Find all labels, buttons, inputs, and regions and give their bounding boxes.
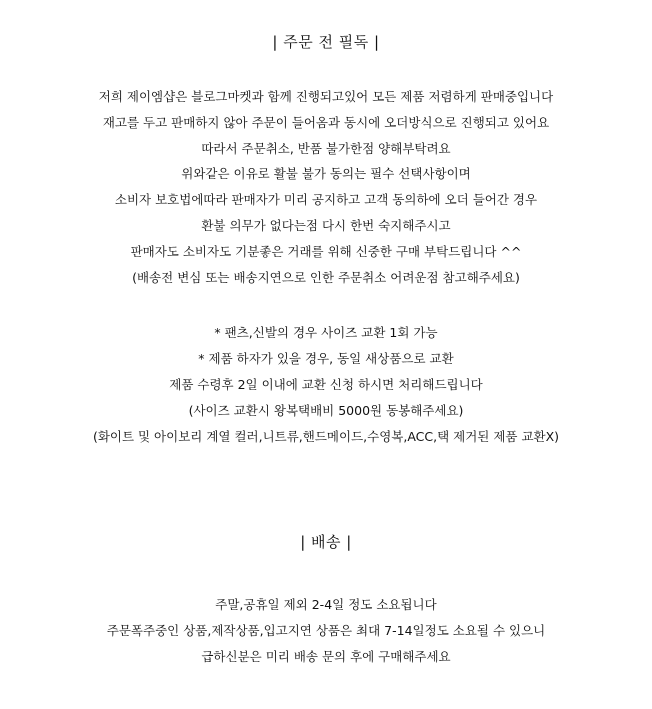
exchange-line: * 팬츠,신발의 경우 사이즈 교환 1회 가능 xyxy=(214,325,438,340)
exchange-line: * 제품 하자가 있을 경우, 동일 새상품으로 교환 xyxy=(198,351,454,366)
notice-line: 소비자 보호법에따라 판매자가 미리 공지하고 고객 동의하에 오더 들어간 경우 xyxy=(114,192,538,207)
shipping-line: 급하신분은 미리 배송 문의 후에 구매해주세요 xyxy=(201,649,451,664)
notice-line: 판매자도 소비자도 기분좋은 거래를 위해 신중한 구매 부탁드립니다 ^^ xyxy=(130,244,522,259)
notice-line: 재고를 두고 판매하지 않아 주문이 들어옴과 동시에 오더방식으로 진행되고 있어요 xyxy=(102,115,550,130)
notice-line: 환불 의무가 없다는점 다시 한번 숙지해주시고 xyxy=(201,218,451,233)
shipping-line: 주말,공휴일 제외 2-4일 정도 소요됩니다 xyxy=(215,597,437,612)
shipping-line: 주문폭주중인 상품,제작상품,입고지연 상품은 최대 7-14일정도 소요될 수 있으니 xyxy=(106,623,546,638)
notice-line: (배송전 변심 또는 배송지연으로 인한 주문취소 어려운점 참고해주세요) xyxy=(132,270,520,285)
exchange-line: (화이트 및 아이보리 계열 컬러,니트류,핸드메이드,수영복,ACC,택 제거된 제품 교환X) xyxy=(92,429,560,444)
notice-line: 위와같은 이유로 활불 불가 동의는 필수 선택사항이며 xyxy=(181,166,471,181)
notice-line: 따라서 주문취소, 반품 불가한점 양해부탁려요 xyxy=(201,141,451,156)
shipping-title: | 배송 | xyxy=(300,533,352,551)
exchange-line: (사이즈 교환시 왕복택배비 5000원 동봉해주세요) xyxy=(188,403,464,418)
notice-line: 저희 제이엠샵은 블로그마켓과 함께 진행되고있어 모든 제품 저렴하게 판매중입니다 xyxy=(98,89,554,104)
exchange-line: 제품 수령후 2일 이내에 교환 신청 하시면 처리해드립니다 xyxy=(169,377,483,392)
notice-title: | 주문 전 필독 | xyxy=(272,33,380,51)
